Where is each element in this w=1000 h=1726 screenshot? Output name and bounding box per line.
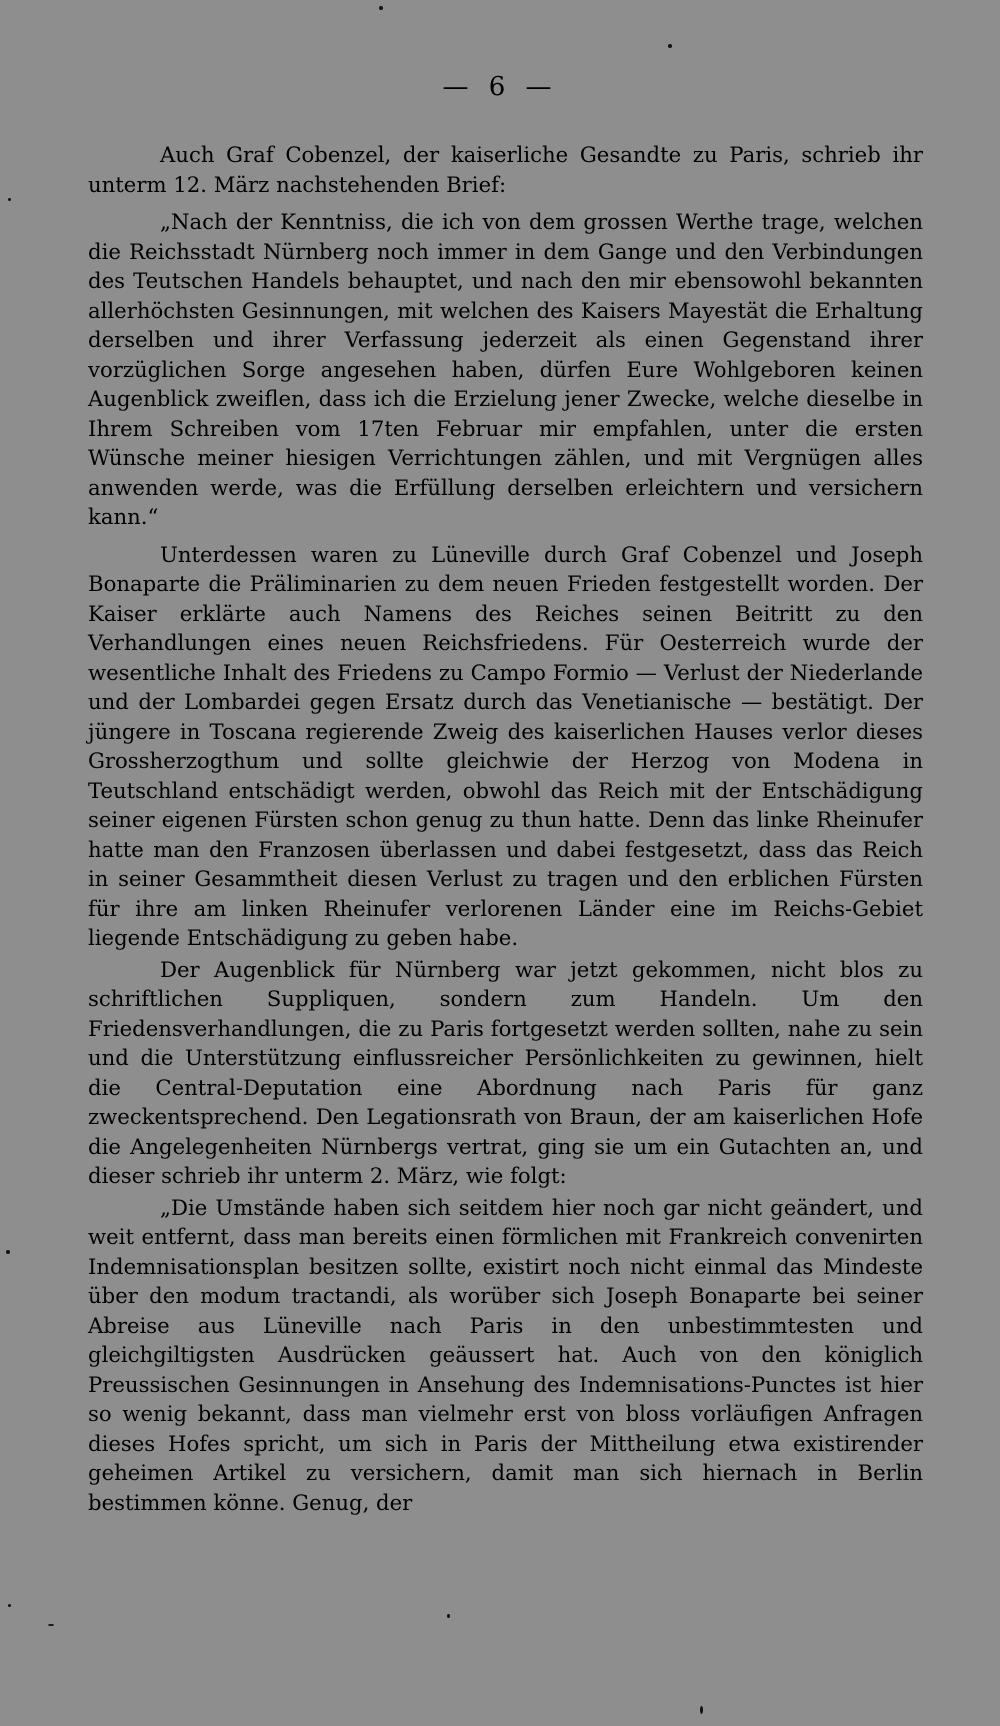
paragraph-nuernberg-moment: Der Augenblick für Nürnberg war jetzt gekommen, nicht blos zu schriftlichen Suppliquen, sondern zum Handeln. Um den Friedensverhandlungen, die zu Paris fortgesetzt werden sollten, nahe zu sein und die Unterstützung einflussreicher Persönlichkeiten zu gewinnen, hielt die Central-Deputation eine Abordnung nach Paris für ganz zweckentsprechend. Den Legationsrath von Braun, der am kaiserlichen Hofe die Angelegenheiten Nürnbergs vertrat, ging sie um ein Gutachten an, und dieser schrieb ihr unterm 2. März, wie folgt: xyxy=(88,956,923,1188)
paragraph-cobenzel-letter: „Nach der Kenntniss, die ich von dem grossen Werthe trage, welchen die Reichsstadt Nürnberg noch immer in dem Gange und den Verbindungen des Teutschen Handels behauptet, und nach den mir ebensowohl bekannten allerhöchsten Gesinnungen, mit welchen des Kaisers Mayestät die Erhaltung derselben und ihrer Verfassung jederzeit als einen Gegenstand ihrer vorzüglichen Sorge angesehen haben, dürfen Eure Wohlgeboren keinen Augenblick zweiflen, dass ich die Erzielung jener Zwecke, welche dieselbe in Ihrem Schreiben vom 17ten Februar mir empfahlen, unter die ersten Wünsche meiner hiesigen Verrichtungen zählen, und mit Vergnügen alles anwenden werde, was die Erfüllung derselben erleichtern und versichern kann.“ xyxy=(88,209,923,529)
scan-speck xyxy=(668,44,672,48)
scan-speck xyxy=(6,1250,10,1254)
page-number: — 6 — xyxy=(442,72,558,102)
paragraph-braun-letter: „Die Umstände haben sich seitdem hier noch gar nicht geändert, und weit entfernt, dass man bereits einen förmlichen mit Frankreich convenirten Indemnisationsplan besitzen sollte, existirt noch nicht einmal das Mindeste über den modum tractandi, als worüber sich Joseph Bonaparte bei seiner Abreise aus Lüneville nach Paris in den unbestimmtesten und gleichgiltigsten Ausdrücken geäussert hat. Auch von den königlich Preussischen Gesinnungen in Ansehung des Indemnisations-Punctes ist hier so wenig bekannt, dass man vielmehr erst von bloss vorläufigen Anfragen dieses Hofes spricht, um sich in Paris der Mittheilung etwa existirender geheimen Artikel zu versichern, damit man sich hiernach in Berlin bestimmen könne. Genug, der xyxy=(88,1194,923,1515)
paragraph-luneville: Unterdessen waren zu Lüneville durch Graf Cobenzel und Joseph Bonaparte die Präliminarien zu dem neuen Frieden festgestellt worden. Der Kaiser erklärte auch Namens des Reiches seinen Beitritt zu den Verhandlungen eines neuen Reichsfriedens. Für Oesterreich wurde der wesentliche Inhalt des Friedens zu Campo Formio — Verlust der Niederlande und der Lombardei gegen Ersatz durch das Venetianische — bestätigt. Der jüngere in Toscana regierende Zweig des kaiserlichen Hauses verlor dieses Grossherzogthum und sollte gleichwie der Herzog von Modena in Teutschland entschädigt werden, obwohl das Reich mit der Entschädigung seiner eigenen Fürsten schon genug zu thun hatte. Denn das linke Rheinufer hatte man den Franzosen überlassen und dabei festgesetzt, dass das Reich in seiner Gesammtheit diesen Verlust zu tragen und den erblichen Fürsten für ihre am linken Rheinufer verlorenen Länder eine im Reichs-Gebiet liegende Entschädigung zu geben habe. xyxy=(88,541,923,950)
scan-speck xyxy=(447,1614,450,1618)
body-text xyxy=(88,140,923,1525)
scan-speck xyxy=(8,1604,11,1607)
scan-speck xyxy=(48,1624,54,1626)
scan-speck xyxy=(379,6,383,10)
paragraph-cobenzel-intro: Auch Graf Cobenzel, der kaiserliche Gesandte zu Paris, schrieb ihr unterm 12. März nachstehenden Brief: xyxy=(88,142,923,197)
scan-speck xyxy=(8,198,11,201)
scan-speck xyxy=(700,1706,703,1714)
